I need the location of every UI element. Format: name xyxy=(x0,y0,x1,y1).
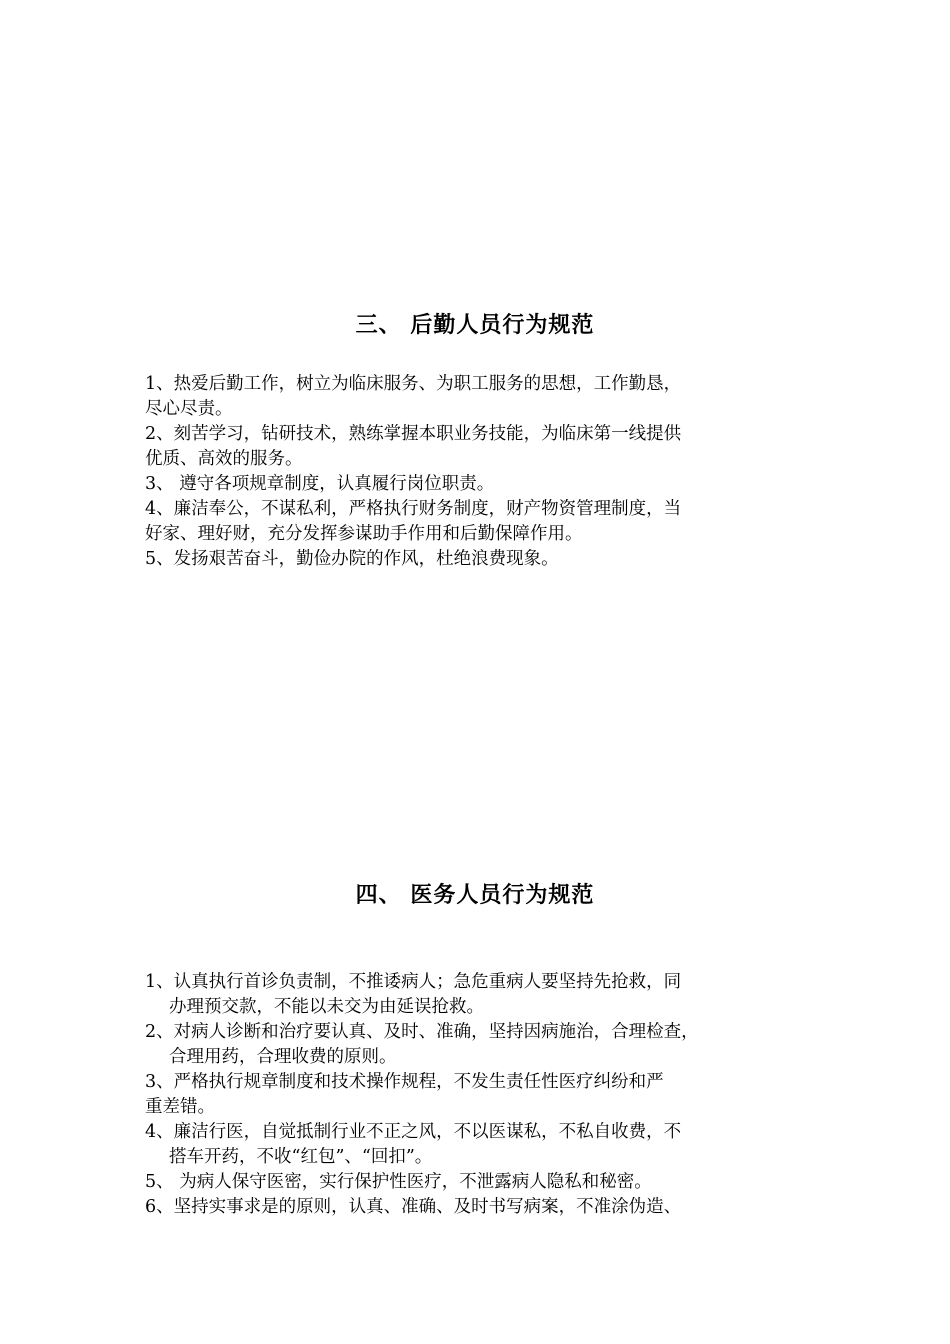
item-line: 3、严格执行规章制度和技术操作规程，不发生责任性医疗纠纷和严 xyxy=(145,1072,664,1092)
list-item xyxy=(145,1020,805,1070)
item-line: 2、对病人诊断和治疗要认真、及时、准确，坚持因病施治，合理检查， xyxy=(145,1022,699,1042)
list-item xyxy=(145,1170,805,1195)
list-item xyxy=(145,372,805,422)
item-line: 合理用药，合理收费的原则。 xyxy=(169,1047,397,1067)
list-item xyxy=(145,422,805,472)
item-line: 4、廉洁行医，自觉抵制行业不正之风，不以医谋私，不私自收费，不 xyxy=(145,1122,682,1142)
item-line: 好家、理好财，充分发挥参谋助手作用和后勤保障作用。 xyxy=(145,524,583,544)
item-line: 办理预交款，不能以未交为由延误抢救。 xyxy=(169,997,484,1017)
item-line: 5、 为病人保守医密，实行保护性医疗，不泄露病人隐私和秘密。 xyxy=(145,1172,652,1192)
item-line: 1、热爱后勤工作，树立为临床服务、为职工服务的思想，工作勤恳， xyxy=(145,374,682,394)
list-item xyxy=(145,1195,805,1220)
list-item xyxy=(145,1070,805,1120)
section-title: 三、 后勤人员行为规范 xyxy=(355,313,595,338)
rule-list xyxy=(145,372,805,572)
item-line: 优质、高效的服务。 xyxy=(145,449,303,469)
item-line: 6、坚持实事求是的原则，认真、准确、及时书写病案，不准涂伪造、 xyxy=(145,1197,682,1217)
list-item xyxy=(145,472,805,497)
list-item xyxy=(145,497,805,547)
rule-list xyxy=(145,970,805,1220)
list-item xyxy=(145,970,805,1020)
item-line: 4、廉洁奉公，不谋私利，严格执行财务制度，财产物资管理制度，当 xyxy=(145,499,682,519)
item-line: 5、发扬艰苦奋斗，勤俭办院的作风，杜绝浪费现象。 xyxy=(145,549,559,569)
item-line: 重差错。 xyxy=(145,1097,215,1117)
list-item xyxy=(145,1120,805,1170)
item-line: 尽心尽责。 xyxy=(145,399,233,419)
section-title: 四、 医务人员行为规范 xyxy=(355,883,595,908)
list-item xyxy=(145,547,805,572)
item-line: 2、刻苦学习，钻研技术，熟练掌握本职业务技能，为临床第一线提供 xyxy=(145,424,682,444)
item-line: 1、认真执行首诊负责制，不推诿病人；急危重病人要坚持先抢救，同 xyxy=(145,972,682,992)
item-line: 搭车开药，不收“红包”、“回扣”。 xyxy=(169,1147,433,1167)
item-line: 3、 遵守各项规章制度，认真履行岗位职责。 xyxy=(145,474,495,494)
